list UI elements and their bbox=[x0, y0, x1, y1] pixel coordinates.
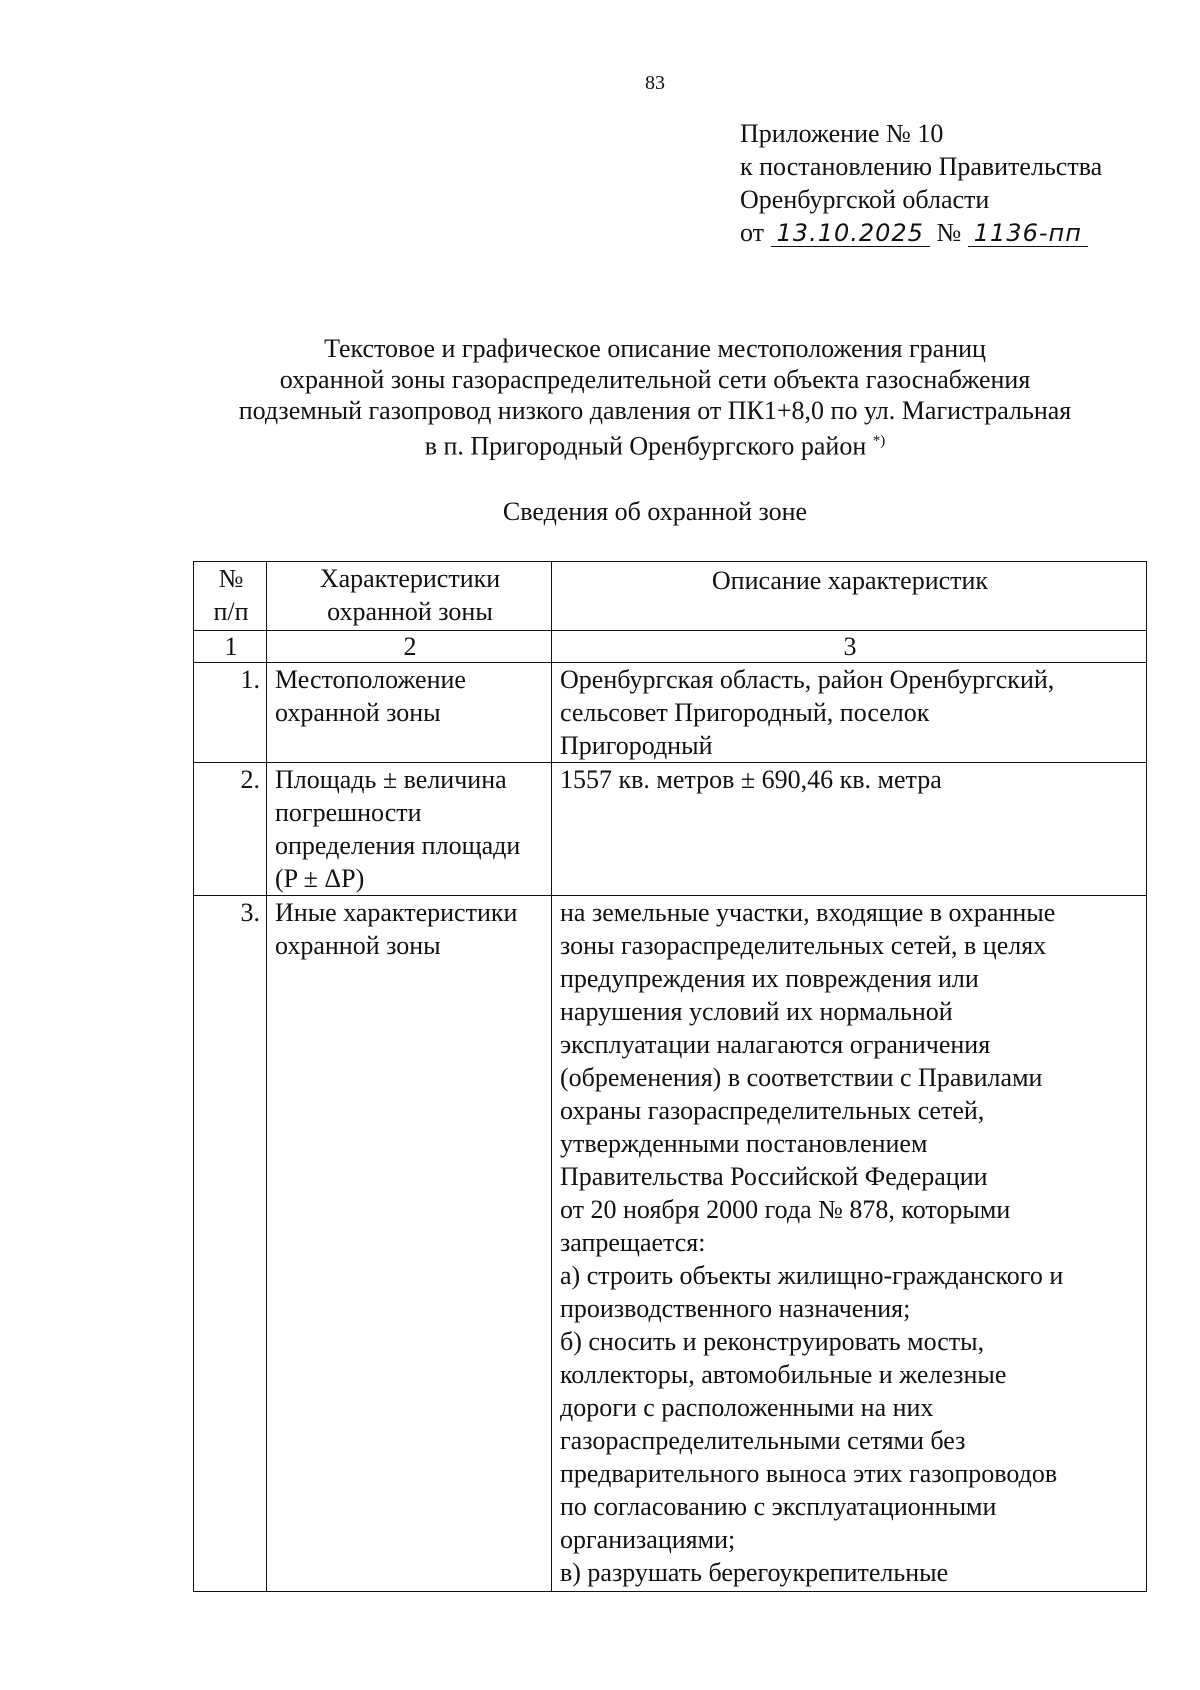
cell-line: запрещается: bbox=[560, 1228, 706, 1257]
cell-line: б) сносить и реконструировать мосты, bbox=[560, 1327, 985, 1356]
cell-line: дороги с расположенными на них bbox=[560, 1393, 934, 1422]
column-number-3: 3 bbox=[552, 631, 1147, 663]
cell-line: предупреждения их повреждения или bbox=[560, 964, 979, 993]
handwritten-number: 1136-пп bbox=[968, 220, 1088, 247]
cell-line: погрешности bbox=[275, 798, 422, 827]
cell-line: 1557 кв. метров ± 690,46 кв. метра bbox=[560, 765, 942, 794]
cell-line: Иные характеристики bbox=[275, 898, 518, 927]
title-line-1: Текстовое и графическое описание местоположения границ bbox=[324, 334, 986, 363]
row-description bbox=[552, 663, 1147, 763]
section-subtitle: Сведения об охранной зоне bbox=[502, 497, 808, 526]
cell-line: от 20 ноября 2000 года № 878, которыми bbox=[560, 1195, 1011, 1224]
table-row bbox=[194, 763, 1147, 896]
column-number-1: 1 bbox=[194, 631, 267, 663]
cell-line: определения площади bbox=[275, 831, 521, 860]
title-line-3: подземный газопровод низкого давления от ПК1+8,0 по ул. Магистральная bbox=[238, 396, 1072, 425]
cell-line: организациями; bbox=[560, 1525, 736, 1554]
column-number-2: 2 bbox=[267, 631, 552, 663]
appendix-header bbox=[740, 117, 1102, 249]
header-line: № bbox=[218, 564, 244, 593]
header-line: охранной зоны bbox=[327, 597, 493, 626]
table-row bbox=[194, 663, 1147, 763]
cell-line: сельсовет Пригородный, поселок bbox=[560, 698, 930, 727]
cell-line: охранной зоны bbox=[275, 698, 441, 727]
header-line: Характеристики bbox=[319, 564, 501, 593]
cell-line: охраны газораспределительных сетей, bbox=[560, 1096, 985, 1125]
cell-line: Оренбургская область, район Оренбургский, bbox=[560, 665, 1055, 694]
cell-line: производственного назначения; bbox=[560, 1294, 911, 1323]
cell-line: Местоположение bbox=[275, 665, 466, 694]
number-prefix: № bbox=[936, 218, 962, 247]
date-prefix: от bbox=[740, 218, 765, 247]
header-line: Описание характеристик bbox=[711, 566, 989, 595]
row-description bbox=[552, 763, 1147, 896]
appendix-title: Приложение № 10 bbox=[740, 119, 944, 148]
table-row bbox=[194, 896, 1147, 1592]
cell-line: эксплуатации налагаются ограничения bbox=[560, 1030, 991, 1059]
cell-line: коллекторы, автомобильные и железные bbox=[560, 1360, 1007, 1389]
cell-line: предварительного выноса этих газопроводов bbox=[560, 1459, 1058, 1488]
appendix-date-line bbox=[740, 216, 1102, 249]
appendix-decree-line: к постановлению Правительства bbox=[740, 152, 1103, 181]
cell-line: по согласованию с эксплуатационными bbox=[560, 1492, 997, 1521]
row-characteristic bbox=[267, 663, 552, 763]
appendix-region-line: Оренбургской области bbox=[740, 185, 990, 214]
footnote-mark: *) bbox=[872, 433, 886, 449]
cell-line: на земельные участки, входящие в охранные bbox=[560, 898, 1056, 927]
cell-line: Правительства Российской Федерации bbox=[560, 1162, 988, 1191]
title-line-4 bbox=[0, 426, 1200, 462]
cell-line: (P ± ΔP) bbox=[275, 864, 365, 893]
cell-line: охранной зоны bbox=[275, 931, 441, 960]
cell-line: утвержденными постановлением bbox=[560, 1129, 928, 1158]
cell-line: зоны газораспределительных сетей, в целях bbox=[560, 931, 1047, 960]
row-characteristic bbox=[267, 896, 552, 1592]
document-title bbox=[0, 333, 1200, 462]
title-line-2: охранной зоны газораспределительной сети объекта газоснабжения bbox=[279, 365, 1031, 394]
header-line: п/п bbox=[213, 597, 249, 626]
column-number-row bbox=[194, 631, 1147, 663]
table-header-row bbox=[194, 562, 1147, 631]
cell-line: нарушения условий их нормальной bbox=[560, 997, 953, 1026]
header-characteristics bbox=[267, 562, 552, 631]
cell-line: Пригородный bbox=[560, 731, 713, 760]
cell-line: газораспределительными сетями без bbox=[560, 1426, 966, 1455]
row-number: 1. bbox=[194, 663, 267, 763]
cell-line: (обременения) в соответствии с Правилами bbox=[560, 1063, 1043, 1092]
row-characteristic bbox=[267, 763, 552, 896]
header-description bbox=[552, 562, 1147, 631]
handwritten-date: 13.10.2025 bbox=[771, 220, 930, 247]
title-line-4-text: в п. Пригородный Оренбургского район bbox=[424, 431, 867, 461]
cell-line: а) строить объекты жилищно-гражданского и bbox=[560, 1261, 1064, 1290]
cell-line: в) разрушать берегоукрепительные bbox=[560, 1558, 949, 1587]
cell-line: Площадь ± величина bbox=[275, 765, 507, 794]
protection-zone-table bbox=[193, 561, 1147, 1592]
page-number: 83 bbox=[645, 72, 665, 94]
row-number: 2. bbox=[194, 763, 267, 896]
header-number bbox=[194, 562, 267, 631]
row-number: 3. bbox=[194, 896, 267, 1592]
row-description bbox=[552, 896, 1147, 1592]
